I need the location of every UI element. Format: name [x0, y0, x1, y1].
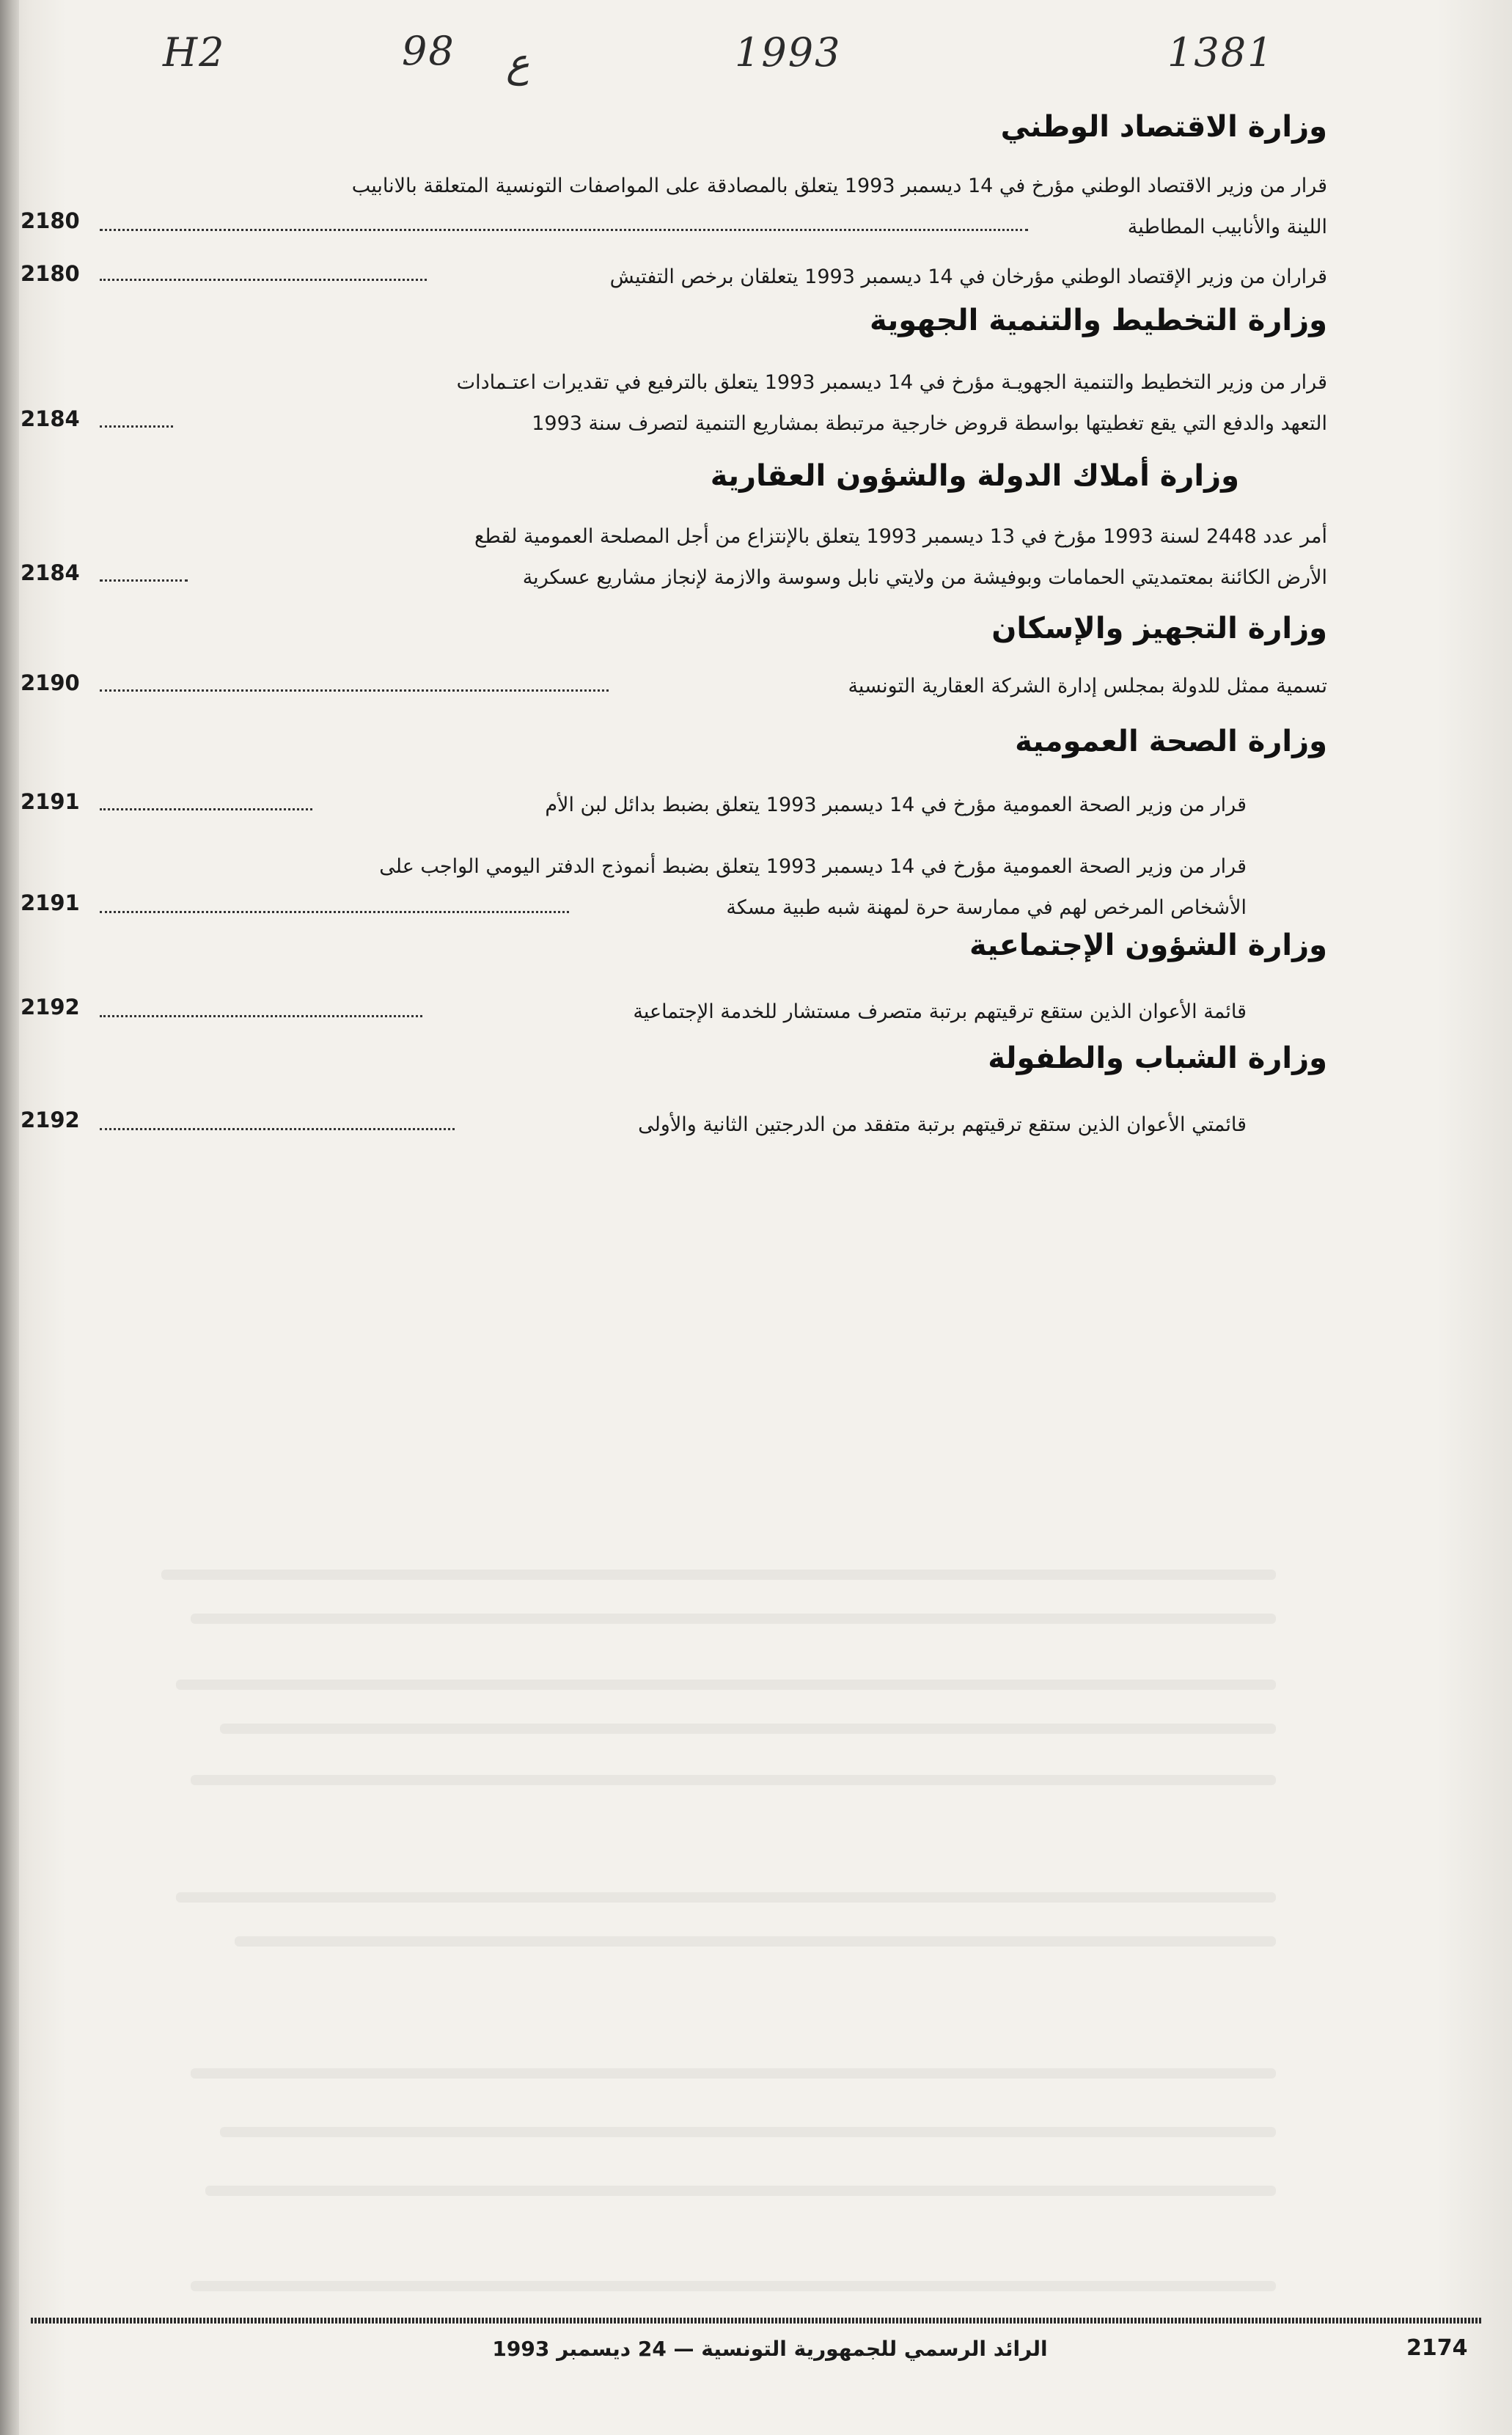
dot-leader: [100, 1014, 422, 1017]
handwritten-note: 1993: [735, 29, 842, 76]
section-heading: وزارة الصحة العمومية: [1015, 725, 1327, 758]
page-number: 2174: [1406, 2335, 1468, 2361]
ghost-line: [235, 1936, 1276, 1947]
dot-leader: [100, 1127, 455, 1130]
dot-leader: [100, 277, 427, 281]
ghost-line: [176, 1892, 1276, 1903]
page-reference: 2191: [21, 890, 80, 915]
dot-leader: [100, 227, 1028, 231]
toc-entry: [638, 1105, 1247, 1146]
entry-line: قرار من وزير الاقتصاد الوطني مؤرخ في 14 ديسمبر 1993 يتعلق بالمصادقة على المواصفات التونسية المتعلقة بالانابيب: [351, 175, 1327, 197]
toc-entry: [848, 666, 1327, 707]
binding-edge: [0, 0, 19, 2435]
ghost-line: [191, 2281, 1276, 2291]
gazette-title: الرائد الرسمي للجمهورية التونسية — 24 ديسمبر 1993: [492, 2337, 1048, 2361]
section-heading: وزارة أملاك الدولة والشؤون العقارية: [710, 459, 1239, 493]
ghost-line: [220, 2127, 1276, 2137]
handwritten-note: 1381: [1167, 29, 1274, 76]
page-reference: 2192: [21, 995, 80, 1019]
page-reference: 2184: [21, 560, 80, 585]
toc-entry: [474, 516, 1327, 598]
entry-line: تسمية ممثل للدولة بمجلس إدارة الشركة العقارية التونسية: [848, 675, 1327, 697]
page-reference: 2191: [21, 789, 80, 814]
section-heading: وزارة الشباب والطفولة: [988, 1041, 1327, 1075]
entry-line: قراران من وزير الإقتصاد الوطني مؤرخان في 14 ديسمبر 1993 يتعلقان برخص التفتيش: [609, 266, 1327, 288]
dot-leader: [100, 688, 609, 692]
entry-line: قائمتي الأعوان الذين ستقع ترقيتهم برتبة متفقد من الدرجتين الثانية والأولى: [638, 1113, 1247, 1136]
dot-leader: [100, 424, 173, 428]
entry-line: قائمة الأعوان الذين ستقع ترقيتهم برتبة متصرف مستشار للخدمة الإجتماعية: [633, 1000, 1247, 1023]
section-heading: وزارة الشؤون الإجتماعية: [969, 929, 1327, 962]
section-heading: وزارة الاقتصاد الوطني: [1000, 110, 1327, 144]
dot-leader: [100, 807, 312, 810]
ghost-line: [220, 1724, 1276, 1734]
toc-entry: [633, 992, 1247, 1033]
ghost-line: [161, 1570, 1276, 1580]
handwritten-note: H2: [163, 29, 226, 76]
entry-line: قرار من وزير التخطيط والتنمية الجهويـة مؤرخ في 14 ديسمبر 1993 يتعلق بالترفيع في تقديرات اعتـمادات: [456, 371, 1327, 394]
dot-leader: [100, 578, 188, 582]
section-heading: وزارة التخطيط والتنمية الجهوية: [869, 304, 1327, 337]
entry-line: قرار من وزير الصحة العمومية مؤرخ في 14 ديسمبر 1993 يتعلق بضبط أنموذج الدفتر اليومي الواجب على: [379, 855, 1247, 878]
ghost-line: [191, 1775, 1276, 1785]
entry-line: التعهد والدفع التي يقع تغطيتها بواسطة قروض خارجية مرتبطة بمشاريع التنمية لتصرف سنة 1993: [532, 412, 1327, 435]
page-reference: 2184: [21, 406, 80, 431]
page-reference: 2190: [21, 670, 80, 695]
ghost-line: [176, 1680, 1276, 1690]
handwritten-note: ع: [506, 40, 530, 86]
page-reference: 2192: [21, 1107, 80, 1132]
footer-divider: [31, 2318, 1481, 2324]
toc-entry: [545, 785, 1247, 826]
toc-entry: [457, 362, 1327, 444]
toc-entry: [379, 846, 1247, 929]
section-heading: وزارة التجهيز والإسكان: [991, 612, 1327, 645]
ghost-line: [191, 1614, 1276, 1624]
ghost-line: [191, 2068, 1276, 2079]
toc-entry: [352, 166, 1327, 248]
ghost-line: [205, 2186, 1276, 2196]
entry-line: أمر عدد 2448 لسنة 1993 مؤرخ في 13 ديسمبر 1993 يتعلق بالإنتزاع من أجل المصلحة العمومية لقطع: [474, 525, 1327, 548]
entry-line: الأشخاص المرخص لهم في ممارسة حرة لمهنة شبه طبية مسكة: [726, 896, 1247, 919]
page-reference: 2180: [21, 208, 80, 233]
page-reference: 2180: [21, 261, 80, 286]
entry-line: قرار من وزير الصحة العمومية مؤرخ في 14 ديسمبر 1993 يتعلق بضبط بدائل لبن الأم: [545, 794, 1247, 816]
handwritten-note: 98: [402, 28, 455, 74]
entry-line: اللينة والأنابيب المطاطية: [1127, 216, 1327, 238]
entry-line: الأرض الكائنة بمعتمديتي الحمامات وبوفيشة من ولايتي نابل وسوسة والازمة لإنجاز مشاريع عسكرية: [522, 566, 1327, 589]
dot-leader: [100, 909, 569, 913]
toc-entry: [610, 257, 1327, 298]
